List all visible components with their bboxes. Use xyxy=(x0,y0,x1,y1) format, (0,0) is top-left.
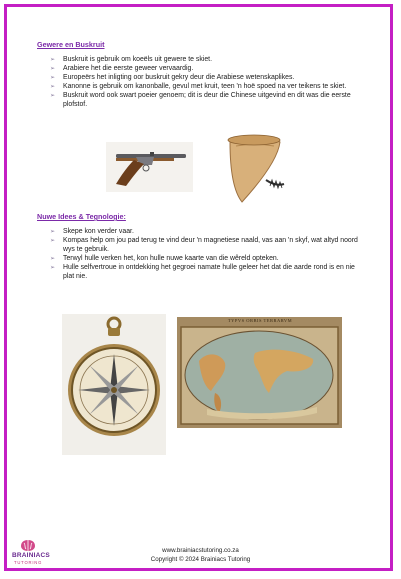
bullet-list-new-ideas xyxy=(50,228,366,281)
map-title: TYPVS ORBIS TERRARVM xyxy=(227,318,293,323)
brain-logo-icon xyxy=(20,539,36,552)
footer-copyright: Copyright © 2024 Brainiacs Tutoring xyxy=(150,556,251,563)
list-item: ➢ Terwyl hulle verken het, kon hulle nuwe kaarte van die wêreld opteken. xyxy=(50,254,279,262)
logo-name: BRAINIACS xyxy=(12,552,50,559)
pistol-image xyxy=(106,142,193,192)
logo-tagline: TUTORING xyxy=(14,560,43,565)
list-item: ➢ Europeërs het inligting oor buskruit gekry deur die Arabiese wetenskaplikes. xyxy=(50,73,295,81)
bullet-icon: ➢ xyxy=(50,229,56,235)
list-item: ➢ Skepe kon verder vaar. xyxy=(50,228,134,235)
list-item: ➢ Buskruit word ook swart poeier genoem; dit is deur die Chinese uitgevind en dit was die eerste plofstof. xyxy=(50,91,351,108)
world-map-image xyxy=(177,317,342,428)
bullet-icon: ➢ xyxy=(50,237,56,244)
bullet-icon: ➢ xyxy=(50,74,56,81)
section-heading-gunpowder: Gewere en Buskruit xyxy=(37,40,105,49)
list-item: ➢ Arabiere het die eerste geweer vervaardig. xyxy=(50,64,194,72)
powder-horn-image xyxy=(222,132,294,208)
footer-website: www.brainiacstutoring.co.za xyxy=(162,547,239,554)
list-item: ➢ Buskruit is gebruik om koeëls uit gewere te skiet. xyxy=(50,56,212,63)
bullet-icon: ➢ xyxy=(50,264,56,271)
compass-image xyxy=(62,314,166,455)
brainiacs-logo xyxy=(12,539,56,569)
bullet-icon: ➢ xyxy=(50,83,56,90)
bullet-icon: ➢ xyxy=(50,255,56,262)
section-heading-new-ideas: Nuwe Idees & Tegnologie: xyxy=(37,212,126,221)
list-item: ➢ Kompas help om jou pad terug te vind deur 'n magnetiese naald, vas aan 'n skyf, wat altyd noord wys te gebruik. xyxy=(50,236,358,253)
list-item: ➢ Kanonne is gebruik om kanonballe, gevul met kruit, teen 'n hoë spoed na ver teikens te skiet. xyxy=(50,82,347,90)
bullet-list-gunpowder xyxy=(50,56,366,109)
bullet-icon: ➢ xyxy=(50,65,56,72)
bullet-icon: ➢ xyxy=(50,57,56,63)
list-item: ➢ Hulle selfvertroue in ontdekking het gegroei namate hulle geleer het dat die aarde rond is en nie plat nie. xyxy=(50,263,355,280)
bullet-icon: ➢ xyxy=(50,92,56,99)
